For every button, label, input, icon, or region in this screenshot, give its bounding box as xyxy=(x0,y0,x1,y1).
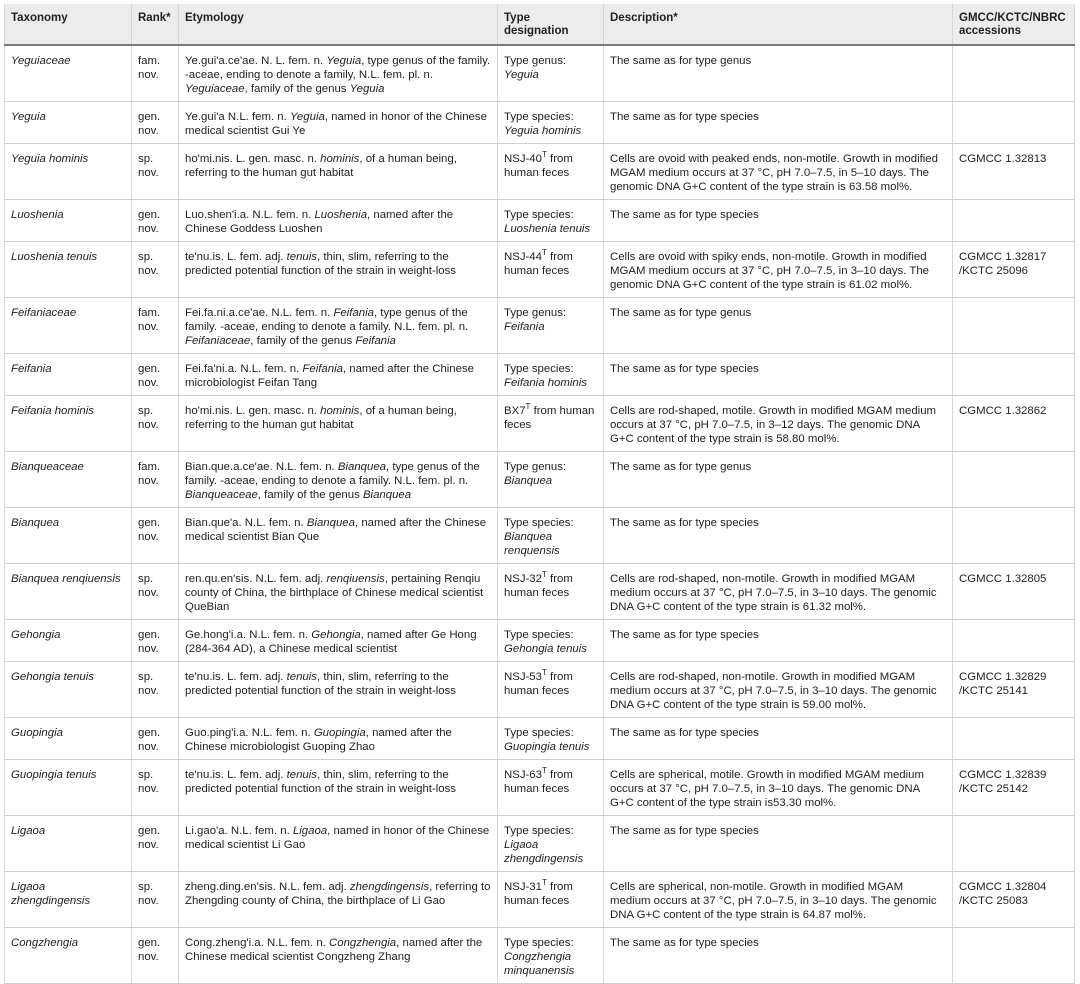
text-segment: , named in honor of the Chinese medical scientist Gui Ye xyxy=(185,111,487,137)
taxon-name-cell: Feifania hominis xyxy=(5,396,132,452)
description-cell: The same as for type genus xyxy=(604,452,953,508)
text-segment: Cong.zheng'i.a. N.L. fem. n. xyxy=(185,937,330,949)
italic-term: Luoshenia xyxy=(314,209,368,221)
description-cell: The same as for type species xyxy=(604,200,953,242)
taxon-name-cell: Bianqueaceae xyxy=(5,452,132,508)
type-strain-superscript: T xyxy=(541,766,547,776)
table-row xyxy=(5,242,1075,298)
italic-term: Gehongia xyxy=(311,629,361,641)
rank-cell: gen. nov. xyxy=(132,354,179,396)
taxon-name-cell: Feifania xyxy=(5,354,132,396)
rank-cell: gen. nov. xyxy=(132,102,179,144)
type-designation-cell xyxy=(498,242,604,298)
italic-term: tenuis xyxy=(286,251,317,263)
description-cell: The same as for type species xyxy=(604,620,953,662)
text-segment: , named after Ge Hong (284-364 AD), a Chinese medical scientist xyxy=(185,629,477,655)
type-designation-cell xyxy=(498,760,604,816)
etymology-cell xyxy=(179,508,498,564)
text-segment: , thin, slim, referring to the predicted potential function of the strain in weight-loss xyxy=(185,769,457,795)
text-segment: , pertaining Renqiu county of China, the birthplace of Chinese medical scientist QueBian xyxy=(185,573,484,613)
rank-cell: sp. nov. xyxy=(132,564,179,620)
italic-term: Luoshenia tenuis xyxy=(504,223,591,235)
type-strain-superscript: T xyxy=(541,248,547,258)
text-segment: Guo.ping'i.a. N.L. fem. n. xyxy=(185,727,314,739)
table-row xyxy=(5,452,1075,508)
accession-cell xyxy=(953,200,1075,242)
rank-cell: sp. nov. xyxy=(132,662,179,718)
text-segment: Type genus: xyxy=(504,307,567,319)
etymology-cell xyxy=(179,200,498,242)
text-segment: , of a human being, referring to the human gut habitat xyxy=(185,405,457,431)
type-designation-cell xyxy=(498,298,604,354)
etymology-cell xyxy=(179,354,498,396)
type-designation-cell xyxy=(498,564,604,620)
accession-cell: CGMCC 1.32805 xyxy=(953,564,1075,620)
table-row xyxy=(5,354,1075,396)
rank-cell: gen. nov. xyxy=(132,200,179,242)
type-designation-cell xyxy=(498,45,604,102)
accession-cell xyxy=(953,452,1075,508)
etymology-cell xyxy=(179,45,498,102)
type-designation-cell xyxy=(498,396,604,452)
table-row xyxy=(5,718,1075,760)
text-segment: Type genus: xyxy=(504,461,567,473)
text-segment: , named in honor of the Chinese medical scientist Li Gao xyxy=(185,825,490,851)
description-cell: The same as for type species xyxy=(604,102,953,144)
header-accessions: GMCC/KCTC/NBRC accessions xyxy=(953,4,1075,45)
text-segment: Fei.fa.ni.a.ce'ae. N.L. fem. n. xyxy=(185,307,334,319)
text-segment: ho'mi.nis. L. gen. masc. n. xyxy=(185,153,321,165)
accession-cell: CGMCC 1.32817 /KCTC 25096 xyxy=(953,242,1075,298)
text-segment: , named after the Chinese microbiologist Guoping Zhao xyxy=(185,727,452,753)
text-segment: Ge.hong'i.a. N.L. fem. n. xyxy=(185,629,312,641)
type-designation-cell xyxy=(498,102,604,144)
italic-term: zhengdingensis xyxy=(349,881,430,893)
text-segment: NSJ-63 xyxy=(504,769,542,781)
text-segment: Bian.que'a. N.L. fem. n. xyxy=(185,517,307,529)
italic-term: Feifania xyxy=(355,335,396,347)
type-strain-superscript: T xyxy=(541,878,547,888)
description-cell: The same as for type species xyxy=(604,928,953,984)
text-segment: from human feces xyxy=(504,881,573,907)
table-row xyxy=(5,760,1075,816)
text-segment: , referring to Zhengding county of China, the birthplace of Li Gao xyxy=(185,881,491,907)
taxon-name-cell: Gehongia xyxy=(5,620,132,662)
rank-cell: gen. nov. xyxy=(132,620,179,662)
type-designation-cell xyxy=(498,144,604,200)
italic-term: Yeguia xyxy=(504,69,539,81)
taxon-name-cell: Guopingia tenuis xyxy=(5,760,132,816)
text-segment: from human feces xyxy=(504,251,573,277)
text-segment: , family of the genus xyxy=(244,83,350,95)
etymology-cell xyxy=(179,816,498,872)
text-segment: Type species: xyxy=(504,209,574,221)
text-segment: from human feces xyxy=(504,573,573,599)
header-row xyxy=(5,4,1075,45)
text-segment: Type species: xyxy=(504,629,574,641)
taxon-name-cell: Bianquea xyxy=(5,508,132,564)
text-segment: Type species: xyxy=(504,937,574,949)
accession-cell xyxy=(953,928,1075,984)
etymology-cell xyxy=(179,872,498,928)
text-segment: NSJ-40 xyxy=(504,153,542,165)
text-segment: Type genus: xyxy=(504,55,567,67)
description-cell: Cells are spherical, motile. Growth in modified MGAM medium occurs at 37 °C, pH 7.0–7.5, in 3–10 days. The genomic DNA G+C content of the type strain is53.30 mol%. xyxy=(604,760,953,816)
taxon-name-cell: Yeguia xyxy=(5,102,132,144)
type-strain-superscript: T xyxy=(541,570,547,580)
text-segment: , named after the Chinese medical scientist Congzheng Zhang xyxy=(185,937,483,963)
etymology-cell xyxy=(179,718,498,760)
description-cell: Cells are rod-shaped, motile. Growth in modified MGAM medium occurs at 37 °C, pH 7.0–7.5, in 3–12 days. The genomic DNA G+C content of the type strain is 58.80 mol%. xyxy=(604,396,953,452)
table-row xyxy=(5,928,1075,984)
italic-term: Congzhengia minquanensis xyxy=(504,951,575,977)
italic-term: Bianquea xyxy=(504,475,553,487)
text-segment: , type genus of the family. -aceae, ending to denote a family, N.L. fem. pl. n. xyxy=(185,55,491,81)
rank-cell: fam. nov. xyxy=(132,452,179,508)
table-body xyxy=(5,45,1075,984)
header-rank: Rank* xyxy=(132,4,179,45)
accession-cell xyxy=(953,508,1075,564)
italic-term: Congzhengia xyxy=(329,937,397,949)
accession-cell xyxy=(953,298,1075,354)
etymology-cell xyxy=(179,928,498,984)
text-segment: , of a human being, referring to the human gut habitat xyxy=(185,153,457,179)
text-segment: te'nu.is. L. fem. adj. xyxy=(185,671,287,683)
description-cell: The same as for type species xyxy=(604,718,953,760)
header-etymology: Etymology xyxy=(179,4,498,45)
italic-term: Ligaoa zhengdingensis xyxy=(504,839,584,865)
type-designation-cell xyxy=(498,200,604,242)
italic-term: Feifaniaceae xyxy=(185,335,251,347)
type-strain-superscript: T xyxy=(541,668,547,678)
italic-term: Bianquea xyxy=(306,517,355,529)
header-description: Description* xyxy=(604,4,953,45)
taxon-name-cell: Luoshenia xyxy=(5,200,132,242)
text-segment: Li.gao'a. N.L. fem. n. xyxy=(185,825,293,837)
accession-cell: CGMCC 1.32829 /KCTC 25141 xyxy=(953,662,1075,718)
text-segment: NSJ-53 xyxy=(504,671,542,683)
taxonomy-table xyxy=(4,4,1075,984)
italic-term: Feifania xyxy=(333,307,374,319)
text-segment: Type species: xyxy=(504,517,574,529)
type-designation-cell xyxy=(498,816,604,872)
italic-term: tenuis xyxy=(286,671,317,683)
etymology-cell xyxy=(179,452,498,508)
type-designation-cell xyxy=(498,508,604,564)
text-segment: NSJ-44 xyxy=(504,251,542,263)
type-designation-cell xyxy=(498,452,604,508)
taxon-name-cell: Luoshenia tenuis xyxy=(5,242,132,298)
type-designation-cell xyxy=(498,354,604,396)
taxon-name-cell: Gehongia tenuis xyxy=(5,662,132,718)
accession-cell: CGMCC 1.32813 xyxy=(953,144,1075,200)
text-segment: from human feces xyxy=(504,671,573,697)
rank-cell: fam. nov. xyxy=(132,298,179,354)
rank-cell: fam. nov. xyxy=(132,45,179,102)
type-designation-cell xyxy=(498,662,604,718)
taxon-name-cell: Yeguiaceae xyxy=(5,45,132,102)
rank-cell: sp. nov. xyxy=(132,242,179,298)
description-cell: The same as for type species xyxy=(604,508,953,564)
table-row xyxy=(5,298,1075,354)
italic-term: hominis xyxy=(320,153,360,165)
text-segment: , type genus of the family. -aceae, ending to denote a family. N.L. fem. pl. n. xyxy=(185,461,480,487)
table-row xyxy=(5,144,1075,200)
text-segment: NSJ-31 xyxy=(504,881,542,893)
table-row xyxy=(5,620,1075,662)
italic-term: Guopingia xyxy=(313,727,366,739)
header-taxonomy: Taxonomy xyxy=(5,4,132,45)
accession-cell xyxy=(953,354,1075,396)
rank-cell: sp. nov. xyxy=(132,144,179,200)
italic-term: Bianquea xyxy=(362,489,412,501)
taxon-name-cell: Yeguia hominis xyxy=(5,144,132,200)
italic-term: Yeguia xyxy=(289,111,325,123)
text-segment: Type species: xyxy=(504,727,574,739)
type-designation-cell xyxy=(498,718,604,760)
italic-term: tenuis xyxy=(286,769,317,781)
taxon-name-cell: Bianquea renqiuensis xyxy=(5,564,132,620)
italic-term: Bianquea xyxy=(337,461,387,473)
text-segment: te'nu.is. L. fem. adj. xyxy=(185,251,287,263)
text-segment: Fei.fa'ni.a. N.L. fem. n. xyxy=(185,363,303,375)
text-segment: Type species: xyxy=(504,111,574,123)
table-row xyxy=(5,508,1075,564)
text-segment: Bian.que.a.ce'ae. N.L. fem. n. xyxy=(185,461,338,473)
italic-term: Yeguiaceae xyxy=(185,83,245,95)
type-strain-superscript: T xyxy=(541,150,547,160)
text-segment: , named after the Chinese medical scientist Bian Que xyxy=(185,517,487,543)
text-segment: Ye.gui'a N.L. fem. n. xyxy=(185,111,290,123)
description-cell: Cells are ovoid with spiky ends, non-motile. Growth in modified MGAM medium occurs at 37 °C, pH 7.0–7.5, in 3–10 days. The genomic DNA G+C content of the type strain is 61.02 mol%. xyxy=(604,242,953,298)
text-segment: from human feces xyxy=(504,405,595,431)
rank-cell: gen. nov. xyxy=(132,816,179,872)
etymology-cell xyxy=(179,144,498,200)
italic-term: Feifania xyxy=(302,363,343,375)
description-cell: Cells are rod-shaped, non-motile. Growth in modified MGAM medium occurs at 37 °C, pH 7.0–7.5, in 3–10 days. The genomic DNA G+C content of the type strain is 61.32 mol%. xyxy=(604,564,953,620)
italic-term: Ligaoa xyxy=(292,825,328,837)
description-cell: The same as for type species xyxy=(604,354,953,396)
text-segment: Luo.shen'i.a. N.L. fem. n. xyxy=(185,209,315,221)
italic-term: Feifania hominis xyxy=(504,377,587,389)
table-row xyxy=(5,396,1075,452)
description-cell: Cells are ovoid with peaked ends, non-motile. Growth in modified MGAM medium occurs at 37 °C, pH 7.0–7.5, in 5–10 days. The genomic DNA G+C content of the type strain is 63.58 mol%. xyxy=(604,144,953,200)
etymology-cell xyxy=(179,760,498,816)
italic-term: Guopingia tenuis xyxy=(504,741,590,753)
italic-term: Gehongia tenuis xyxy=(504,643,587,655)
rank-cell: gen. nov. xyxy=(132,718,179,760)
etymology-cell xyxy=(179,662,498,718)
table-row xyxy=(5,816,1075,872)
description-cell: Cells are rod-shaped, non-motile. Growth in modified MGAM medium occurs at 37 °C, pH 7.0–7.5, in 3–10 days. The genomic DNA G+C content of the type strain is 59.00 mol%. xyxy=(604,662,953,718)
text-segment: zheng.ding.en'sis. N.L. fem. adj. xyxy=(185,881,350,893)
rank-cell: sp. nov. xyxy=(132,872,179,928)
accession-cell xyxy=(953,45,1075,102)
type-strain-superscript: T xyxy=(525,402,531,412)
text-segment: ren.qu.en'sis. N.L. fem. adj. xyxy=(185,573,327,585)
rank-cell: gen. nov. xyxy=(132,508,179,564)
text-segment: from human feces xyxy=(504,769,573,795)
text-segment: , thin, slim, referring to the predicted potential function of the strain in weight-loss xyxy=(185,251,457,277)
text-segment: Ye.gui'a.ce'ae. N. L. fem. n. xyxy=(185,55,327,67)
etymology-cell xyxy=(179,396,498,452)
accession-cell xyxy=(953,620,1075,662)
type-designation-cell xyxy=(498,928,604,984)
text-segment: Type species: xyxy=(504,363,574,375)
table-header xyxy=(5,4,1075,45)
etymology-cell xyxy=(179,298,498,354)
italic-term: Bianqueaceae xyxy=(185,489,258,501)
text-segment: ho'mi.nis. L. gen. masc. n. xyxy=(185,405,321,417)
taxon-name-cell: Feifaniaceae xyxy=(5,298,132,354)
description-cell: The same as for type genus xyxy=(604,45,953,102)
description-cell: Cells are spherical, non-motile. Growth in modified MGAM medium occurs at 37 °C, pH 7.0–7.5, in 3–10 days. The genomic DNA G+C content of the type strain is 64.87 mol%. xyxy=(604,872,953,928)
text-segment: te'nu.is. L. fem. adj. xyxy=(185,769,287,781)
text-segment: , thin, slim, referring to the predicted potential function of the strain in weight-loss xyxy=(185,671,457,697)
italic-term: hominis xyxy=(320,405,360,417)
text-segment: , named after the Chinese Goddess Luoshen xyxy=(185,209,454,235)
rank-cell: sp. nov. xyxy=(132,760,179,816)
etymology-cell xyxy=(179,242,498,298)
type-designation-cell xyxy=(498,620,604,662)
description-cell: The same as for type species xyxy=(604,816,953,872)
italic-term: Feifania xyxy=(504,321,545,333)
italic-term: Yeguia hominis xyxy=(504,125,582,137)
etymology-cell xyxy=(179,102,498,144)
accession-cell: CGMCC 1.32839 /KCTC 25142 xyxy=(953,760,1075,816)
italic-term: Yeguia xyxy=(349,83,385,95)
italic-term: renqiuensis xyxy=(326,573,385,585)
etymology-cell xyxy=(179,564,498,620)
italic-term: Yeguia xyxy=(326,55,362,67)
text-segment: from human feces xyxy=(504,153,573,179)
etymology-cell xyxy=(179,620,498,662)
rank-cell: gen. nov. xyxy=(132,928,179,984)
accession-cell xyxy=(953,102,1075,144)
accession-cell: CGMCC 1.32804 /KCTC 25083 xyxy=(953,872,1075,928)
taxon-name-cell: Guopingia xyxy=(5,718,132,760)
accession-cell: CGMCC 1.32862 xyxy=(953,396,1075,452)
header-type-designation: Type designation xyxy=(498,4,604,45)
text-segment: , family of the genus xyxy=(257,489,363,501)
text-segment: , named after the Chinese microbiologist Feifan Tang xyxy=(185,363,475,389)
table-row xyxy=(5,872,1075,928)
text-segment: NSJ-32 xyxy=(504,573,542,585)
text-segment: BX7 xyxy=(504,405,526,417)
table-row xyxy=(5,45,1075,102)
rank-cell: sp. nov. xyxy=(132,396,179,452)
text-segment: , type genus of the family. -aceae, ending to denote a family. N.L. fem. pl. n. xyxy=(185,307,469,333)
accession-cell xyxy=(953,816,1075,872)
italic-term: Bianquea renquensis xyxy=(504,531,560,557)
table-row xyxy=(5,102,1075,144)
table-row xyxy=(5,662,1075,718)
text-segment: Type species: xyxy=(504,825,574,837)
taxon-name-cell: Congzhengia xyxy=(5,928,132,984)
type-designation-cell xyxy=(498,872,604,928)
accession-cell xyxy=(953,718,1075,760)
table-row xyxy=(5,564,1075,620)
taxon-name-cell: Ligaoa xyxy=(5,816,132,872)
description-cell: The same as for type genus xyxy=(604,298,953,354)
text-segment: , family of the genus xyxy=(250,335,356,347)
table-row xyxy=(5,200,1075,242)
taxon-name-cell: Ligaoa zhengdingensis xyxy=(5,872,132,928)
